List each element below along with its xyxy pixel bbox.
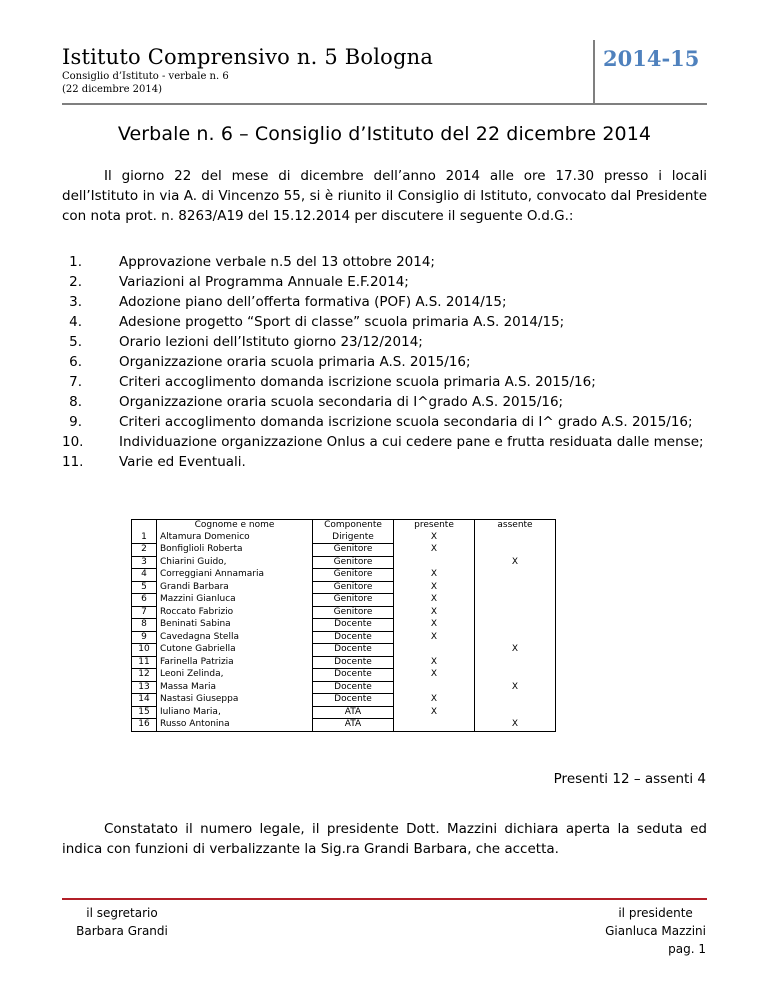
agenda-item (62, 312, 707, 332)
header-num (132, 520, 157, 532)
cell-name: Farinella Patrizia (157, 656, 313, 669)
cell-absent: X (475, 556, 556, 569)
attendance-table (131, 519, 556, 732)
agenda-item-text: Orario lezioni dell’Istituto giorno 23/12/2014; (119, 334, 423, 350)
cell-absent: X (475, 644, 556, 657)
cell-absent (475, 581, 556, 594)
cell-present: X (394, 694, 475, 707)
cell-absent: X (475, 719, 556, 732)
header-present: presente (394, 520, 475, 532)
quorum-paragraph: Constatato il numero legale, il presidente Dott. Mazzini dichiara aperta la seduta ed indica con funzioni di verbalizzante la Sig.ra Grandi Barbara, che accetta. (62, 821, 707, 857)
agenda-item-text: Adozione piano dell’offerta formativa (POF) A.S. 2014/15; (119, 294, 507, 310)
header-year: 2014-15 (603, 46, 700, 71)
attendance-body (132, 532, 556, 732)
table-row (132, 669, 556, 682)
agenda-item (62, 452, 707, 472)
cell-name: Leoni Zelinda, (157, 669, 313, 682)
cell-role: ATA (313, 719, 394, 732)
cell-name: Altamura Domenico (157, 532, 313, 544)
table-header-row (132, 520, 556, 532)
cell-num: 13 (132, 681, 157, 694)
cell-num: 2 (132, 544, 157, 557)
header-role: Componente (313, 520, 394, 532)
cell-name: Roccato Fabrizio (157, 606, 313, 619)
agenda-item-number: 8. (69, 394, 82, 410)
cell-role: Docente (313, 631, 394, 644)
agenda-item (62, 352, 707, 372)
cell-role: Genitore (313, 581, 394, 594)
cell-num: 1 (132, 532, 157, 544)
table-row (132, 556, 556, 569)
cell-name: Russo Antonina (157, 719, 313, 732)
document-title: Verbale n. 6 – Consiglio d’Istituto del 22 dicembre 2014 (117, 123, 652, 145)
agenda-item (62, 372, 707, 392)
cell-role: Docente (313, 656, 394, 669)
header-divider-vertical (593, 40, 595, 104)
table-row (132, 694, 556, 707)
table-row (132, 681, 556, 694)
table-row (132, 594, 556, 607)
table-row (132, 656, 556, 669)
cell-absent (475, 656, 556, 669)
cell-num: 4 (132, 569, 157, 582)
cell-role: Genitore (313, 606, 394, 619)
cell-present (394, 556, 475, 569)
cell-present: X (394, 532, 475, 544)
agenda-item-number: 11. (62, 454, 84, 470)
cell-present (394, 719, 475, 732)
cell-name: Cutone Gabriella (157, 644, 313, 657)
cell-absent (475, 631, 556, 644)
agenda-item-text: Organizzazione oraria scuola secondaria di I^grado A.S. 2015/16; (119, 394, 564, 410)
table-row (132, 644, 556, 657)
secretary-label: il segretario (86, 906, 158, 920)
agenda-item-text: Criteri accoglimento domanda iscrizione scuola secondaria di I^ grado A.S. 2015/16; (119, 414, 693, 430)
cell-name: Cavedagna Stella (157, 631, 313, 644)
cell-role: Dirigente (313, 532, 394, 544)
attendance-summary: Presenti 12 – assenti 4 (553, 771, 706, 787)
header-name: Cognome e nome (157, 520, 313, 532)
agenda-item-number: 5. (69, 334, 82, 350)
cell-num: 9 (132, 631, 157, 644)
cell-present: X (394, 594, 475, 607)
cell-num: 8 (132, 619, 157, 632)
cell-num: 7 (132, 606, 157, 619)
footer-divider (62, 898, 707, 900)
header-title: Istituto Comprensivo n. 5 Bologna (62, 45, 434, 69)
cell-role: Docente (313, 644, 394, 657)
agenda-item-number: 10. (62, 434, 84, 450)
cell-absent (475, 544, 556, 557)
agenda-item-text: Variazioni al Programma Annuale E.F.2014; (119, 274, 409, 290)
cell-name: Mazzini Gianluca (157, 594, 313, 607)
agenda-item-text: Individuazione organizzazione Onlus a cui cedere pane e frutta residuata dalle mense; (119, 434, 704, 450)
agenda-item (62, 332, 707, 352)
cell-role: Genitore (313, 594, 394, 607)
cell-name: Iuliano Maria, (157, 706, 313, 719)
agenda-list (62, 252, 707, 472)
agenda-item (62, 392, 707, 412)
cell-name: Bonfiglioli Roberta (157, 544, 313, 557)
cell-present (394, 681, 475, 694)
cell-absent (475, 532, 556, 544)
cell-absent (475, 606, 556, 619)
agenda-item-text: Varie ed Eventuali. (119, 454, 246, 470)
agenda-item (62, 432, 707, 452)
cell-name: Correggiani Annamaria (157, 569, 313, 582)
cell-num: 11 (132, 656, 157, 669)
cell-name: Nastasi Giuseppa (157, 694, 313, 707)
cell-present (394, 644, 475, 657)
header-subtitle-1: Consiglio d’Istituto - verbale n. 6 (62, 71, 229, 82)
cell-num: 12 (132, 669, 157, 682)
cell-name: Beninati Sabina (157, 619, 313, 632)
agenda-item-text: Criteri accoglimento domanda iscrizione scuola primaria A.S. 2015/16; (119, 374, 596, 390)
table-row (132, 719, 556, 732)
cell-absent (475, 619, 556, 632)
cell-role: Docente (313, 669, 394, 682)
cell-role: Genitore (313, 569, 394, 582)
president-signature-block (605, 904, 706, 958)
agenda-item (62, 252, 707, 272)
cell-role: ATA (313, 706, 394, 719)
president-label: il presidente (618, 906, 693, 920)
agenda-item-text: Organizzazione oraria scuola primaria A.S. 2015/16; (119, 354, 471, 370)
cell-present: X (394, 669, 475, 682)
page-header (62, 44, 592, 96)
table-row (132, 606, 556, 619)
cell-role: Docente (313, 681, 394, 694)
secretary-signature-block (62, 904, 182, 940)
secretary-name: Barbara Grandi (76, 924, 168, 938)
cell-absent (475, 669, 556, 682)
page-number: pag. 1 (668, 942, 706, 956)
table-row (132, 581, 556, 594)
agenda-item-number: 6. (69, 354, 82, 370)
agenda-item-number: 1. (69, 254, 82, 270)
intro-paragraph: Il giorno 22 del mese di dicembre dell’anno 2014 alle ore 17.30 presso i locali dell’Istituto in via A. di Vincenzo 55, si è riunito il Consiglio di Istituto, convocato dal Presidente con nota prot. n. 8263/A19 del 15.12.2014 per discutere il seguente O.d.G.: (62, 168, 707, 224)
agenda-item (62, 412, 707, 432)
table-row (132, 544, 556, 557)
cell-present: X (394, 606, 475, 619)
cell-present: X (394, 544, 475, 557)
cell-name: Chiarini Guido, (157, 556, 313, 569)
agenda-item-text: Adesione progetto “Sport di classe” scuola primaria A.S. 2014/15; (119, 314, 565, 330)
agenda-item-number: 2. (69, 274, 82, 290)
table-row (132, 631, 556, 644)
cell-role: Docente (313, 694, 394, 707)
cell-num: 5 (132, 581, 157, 594)
agenda-item-number: 9. (69, 414, 82, 430)
cell-role: Genitore (313, 544, 394, 557)
cell-present: X (394, 656, 475, 669)
agenda-item-number: 7. (69, 374, 82, 390)
table-row (132, 706, 556, 719)
cell-present: X (394, 631, 475, 644)
cell-absent: X (475, 681, 556, 694)
cell-num: 14 (132, 694, 157, 707)
cell-role: Genitore (313, 556, 394, 569)
cell-num: 15 (132, 706, 157, 719)
cell-role: Docente (313, 619, 394, 632)
cell-present: X (394, 706, 475, 719)
header-divider (62, 103, 707, 105)
agenda-item-number: 4. (69, 314, 82, 330)
cell-num: 6 (132, 594, 157, 607)
header-subtitle-2: (22 dicembre 2014) (62, 84, 163, 95)
agenda-item-number: 3. (69, 294, 82, 310)
agenda-item (62, 292, 707, 312)
header-absent: assente (475, 520, 556, 532)
cell-num: 10 (132, 644, 157, 657)
cell-absent (475, 594, 556, 607)
cell-name: Massa Maria (157, 681, 313, 694)
cell-absent (475, 569, 556, 582)
cell-present: X (394, 619, 475, 632)
cell-name: Grandi Barbara (157, 581, 313, 594)
table-row (132, 532, 556, 544)
table-row (132, 569, 556, 582)
agenda-item-text: Approvazione verbale n.5 del 13 ottobre 2014; (119, 254, 435, 270)
cell-absent (475, 706, 556, 719)
cell-num: 16 (132, 719, 157, 732)
president-name: Gianluca Mazzini (605, 924, 706, 938)
cell-absent (475, 694, 556, 707)
table-row (132, 619, 556, 632)
cell-num: 3 (132, 556, 157, 569)
agenda-item (62, 272, 707, 292)
cell-present: X (394, 581, 475, 594)
cell-present: X (394, 569, 475, 582)
